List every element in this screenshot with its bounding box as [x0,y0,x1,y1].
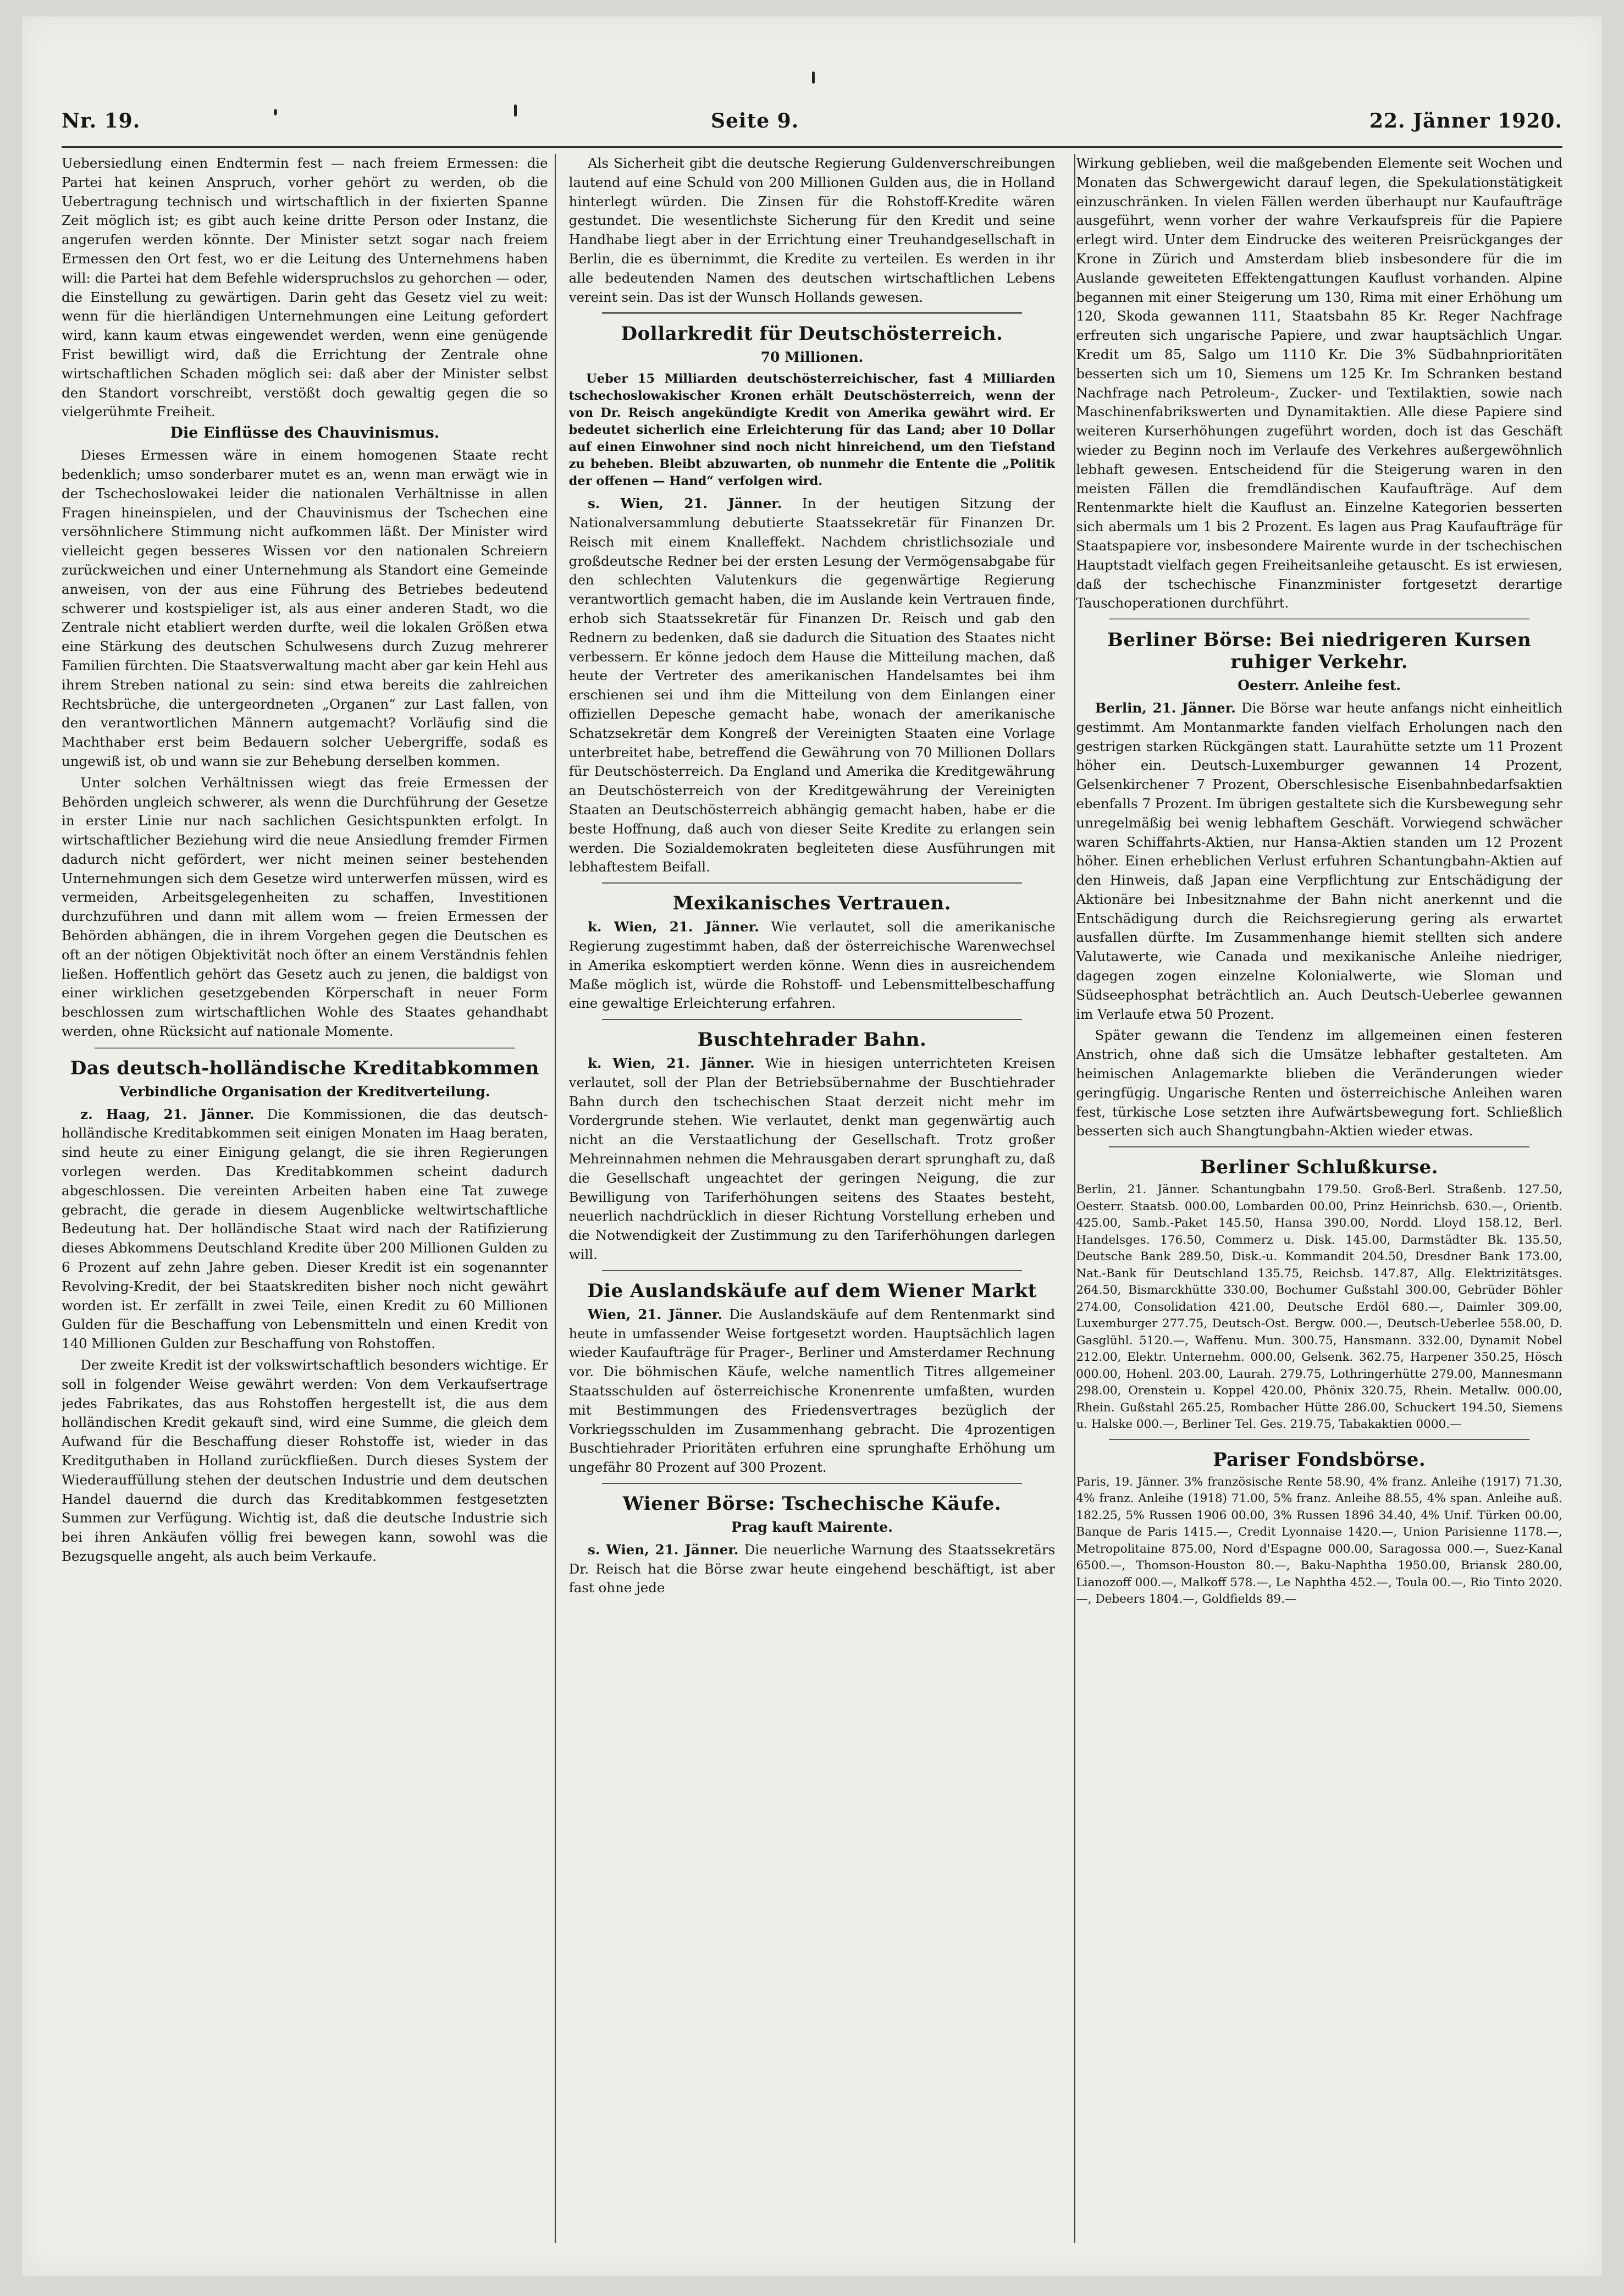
article-paragraph: Unter solchen Verhältnissen wiegt das freie Ermessen der Behörden ungleich schwerer, als wenn die Durchführung der Gesetze in erster Linie nur nach sachlichen Gesichtspunkten erfolgt. In wirtschaftlicher Beziehung wird die neue Ansiedlung fremder Firmen dadurch nicht gefördert, wer nicht meinen seiner bestehenden Unternehmungen sich dem Gesetze wird unterwerfen müssen, wird es vermeiden, Arbeitsgelegenheiten zu schaffen, Investitionen durchzuführen und dann mit allem wom — freien Ermessen der Behörden abhängen, die in ihrem Vorgehen gegen die Deutschen es oft an der nötigen Objektivität noch öfter an einem Verständnis fehlen ließen. Hoffentlich gehört das Gesetz auch zu jenen, die baldigst von einer wirklichen gesetzgebenden Körperschaft in neuer Form beschlossen zum wirtschaftlichen Wohle des Staates gehandhabt werden, ohne Rücksicht auf nationale Momente. [62,774,548,1040]
newspaper-page [22,16,1602,2276]
stock-quotes: Berlin, 21. Jänner. Schantungbahn 179.50. Groß-Berl. Straßenb. 127.50, Oesterr. Staatsb. 000.00, Lombarden 00.00, Prinz Heinrichsb. 630.—, Orientb. 425.00, Samb.-Paket 145.50, Hansa 390.00, Nordd. Lloyd 158.12, Berl. Handelsges. 176.50, Commerz u. Disk. 145.00, Darmstädter Bk. 135.50, Deutsche Bank 289.50, Disk.-u. Kommandit 204.50, Dresdner Bank 173.00, Nat.-Bank für Deutschland 135.75, Reichsb. 147.87, Allg. Elektrizitätsges. 264.50, Bismarckhütte 330.00, Bochumer Gußstahl 300.00, Gebrüder Böhler 274.00, Consolidation 421.00, Deutsche Erdöl 680.—, Daimler 309.00, Luxemburger 277.75, Deutsch-Ost. Bergw. 000.—, Deutsch-Ueberlee 558.00, D. Gasglühl. 5120.—, Waffenu. Mun. 300.75, Hansmann. 332.00, Dynamit Nobel 212.00, Elektr. Unternehm. 000.00, Gelsenk. 362.75, Harpener 350.25, Hösch 000.00, Hohenl. 203.00, Laurah. 279.75, Lothringerhütte 279.00, Mannesmann 298.00, Orenstein u. Koppel 420.00, Phönix 320.75, Rhein. Metallw. 000.00, Rhein. Gußstahl 265.25, Rombacher Hütte 286.00, Schuckert 194.50, Siemens u. Halske 000.—, Berliner Tel. Ges. 219.75, Tabakaktien 0000.— [1076,1183,1562,1432]
dateline: k. Wien, 21. Jänner. [587,919,759,935]
dateline: k. Wien, 21. Jänner. [587,1055,755,1072]
article-subheadline: Oesterr. Anleihe fest. [1238,677,1401,694]
article-headline: Berliner Börse: Bei niedrigeren Kursen ruhiger Verkehr. [1107,629,1532,674]
article-lead: Ueber 15 Milliarden deutschösterreichischer, fast 4 Milliarden tschechoslowakischer Kronen erhält Deutschösterreich, wenn der von Dr. Reisch angekündigte Kredit von Amerika gewährt wird. Er bedeutet sicherlich eine Erleichterung für das Land; aber 10 Dollar auf einen Einwohner sind noch nicht hinreichend, um den Tiefstand zu beheben. Bleibt abzuwarten, ob nunmehr die Entente die „Politik der offenen — Hand“ verfolgen wird. [568,372,1056,489]
section-heading: Die Einflüsse des Chauvinismus. [170,424,440,442]
column-3 [1076,154,1562,2254]
article-subheadline: Verbindliche Organisation der Kreditverteilung. [119,1083,490,1100]
paragraph-text: In der heutigen Sitzung der Nationalversammlung debutierte Staatssekretär für Finanzen Dr. Reisch mit einem Knalleffekt. Nachdem christlichsoziale und großdeutsche Redner bei der ersten Lesung der Vermögensabgabe für den schlechten Valutenkurs die gegenwärtige Regierung verantwortlich gemacht haben, die im Auslande kein Vertrauen finde, erhob sich Staatssekretär für Finanzen Dr. Reisch und gab den Rednern zu bedenken, daß sie dadurch die Situation des Staates nicht verbessern. Er könne jedoch dem Hause die Mitteilung machen, daß heute der Vertreter des amerikanischen Handelsamtes bei ihm erschienen sei und ihm die Mitteilung von dem Einlangen einer offiziellen Depesche gemacht habe, wonach der amerikanische Schatzsekretär dem Kongreß der Vereinigten Staaten eine Vorlage unterbreitet habe, betreffend die Gewährung von 70 Millionen Dollars für Deutschösterreich. Da England und Amerika die Kreditgewährung an Deutschösterreich von der Kreditgewährung der Vereinigten Staaten an Deutschösterreich abhängig gemacht haben, habe er die beste Hoffnung, daß auch von dieser Seite Kredite zu erlangen sein werden. Die Sozialdemokraten begleiteten diese Ausführungen mit lebhaftestem Beifall. [568,495,1056,875]
paragraph-text: Wie in hiesigen unterrichteten Kreisen verlautet, soll der Plan der Betriebsübernahme der Buschtiehrader Bahn durch den tschechischen Staat derzeit nicht mehr im Vordergrunde stehen. Wie verlautet, denkt man gegenwärtig auch nicht an die Verstaatlichung der Gesellschaft. Trotz großer Mehreinnahmen nehmen die Mehrausgaben derart sprunghaft zu, daß die Gesellschaft ungeachtet der geringen Neigung, die zur Bewilligung von Tariferhöhungen seitens des Staates besteht, neuerlich nachdrücklich in dieser Richtung Vorstellung erheben und die Notwendigkeit der Zustimmung zu den Tariferhöhungen darlegen will. [568,1055,1056,1263]
column-1 [62,154,548,2254]
paragraph-text: Die Kommissionen, die das deutsch-holländische Kreditabkommen seit einigen Monaten im Haag beraten, sind heute zu einer Einigung gelangt, die sie ihren Regierungen vorlegen werden. Das Kreditabkommen scheint dadurch abgeschlossen. Die vereinten Arbeiten haben eine Tat zuwege gebracht, die gerade in diesem Augenblicke weltwirtschaftliche Bedeutung hat. Der holländische Staat wird nach der Ratifizierung dieses Abkommens Deutschland Kredite über 200 Millionen Gulden zu 6 Prozent auf zehn Jahre geben. Dieser Kredit ist ein sogenannter Revolving-Kredit, der bei Staatskrediten bisher noch nicht gewährt worden ist. Er zerfällt in zwei Teile, einen Kredit zu 60 Millionen Gulden für die Beschaffung von Lebensmitteln und einen Kredit von 140 Millionen Gulden zur Beschaffung von Rohstoffen. [62,1106,548,1352]
header-rule [62,146,1562,148]
dateline: s. Wien, 21. Jänner. [587,1541,739,1558]
page-header [62,104,1562,137]
article-subheadline: Prag kauft Mairente. [731,1519,893,1536]
article-separator [602,1270,1023,1271]
article-paragraph [569,1305,1056,1477]
article-paragraph: Uebersiedlung einen Endtermin fest — nach freiem Ermessen: die Partei hat keinen Anspruch, vorher gehört zu werden, ob die Uebertragung technisch und wirtschaftlich in der fixierten Spanne Zeit möglich ist; es gibt auch keine dritte Person oder Instanz, die angerufen werden könnte. Der Minister setzt sogar nach freiem Ermessen den Ort fest, wo er die Leitung des Unternehmens haben will: die Partei hat dem Befehle widerspruchslos zu gehorchen — oder, die Einstellung zu gewärtigen. Darin geht das Gesetz viel zu weit: wenn für die hierländigen Unternehmungen eine Leitung gefordert wird, kann kaum etwas eingewendet werden, wenn eine genügende Frist bewilligt wird, daß die Errichtung der Zentrale ohne wirtschaftlichen Schaden möglich sei: daß aber der Minister selbst den Standort vorschreibt, verstößt doch gewaltig gegen die so vielgerühmte Freiheit. [62,155,548,420]
dateline: s. Wien, 21. Jänner. [587,495,782,512]
article-headline: Mexikanisches Vertrauen. [672,892,952,915]
article-paragraph [569,494,1056,877]
article-headline: Dollarkredit für Deutschösterreich. [621,323,1003,345]
article-paragraph: Dieses Ermessen wäre in einem homogenen Staate recht bedenklich; umso sonderbarer mutet es an, wenn man erwägt wie in der Tschechoslowakei leider die nationalen Verhältnisse in allen Fragen hineinspielen, und der Chauvinismus der Tschechen eine versöhnlichere Stimmung nicht aufkommen läßt. Der Minister wird vielleicht gegen besseres Wissen vor den nationalen Schreiern zurückweichen und einer Unternehmung als Standort eine Gemeinde anweisen, von der aus eine Führung des Betriebes bedeutend schwerer und kostspieliger ist, als aus einer anderen Stadt, wo die Zentrale nicht etabliert werden durfte, weil die lokalen Größen etwa eine Stärkung des deutschen Schulwesens durch Zuzug mehrerer Familien fürchten. Die Staatsverwaltung macht aber gar kein Hehl aus ihrem Streben national zu sein: sind etwa bereits die zahlreichen Rechtsbrüche, die untergeordneten „Organen“ zur Last fallen, von den verantwortlichen Männern autgemacht? Vorläufig sind die Machthaber erst beim Bedauern solcher Uebergriffe, sodaß es ungewiß ist, ob und wann sie zur Behebung derselben kommen. [62,447,548,769]
paragraph-text: Wie verlautet, soll die amerikanische Regierung zugestimmt haben, daß der österreichische Warenwechsel in Amerika eskomptiert werden könne. Wenn dies in ausreichendem Maße möglich ist, würde die Rohstoff- und Lebensmittelbeschaffung eine gewaltige Erleichterung erfahren. [568,919,1056,1012]
dateline: Berlin, 21. Jänner. [1095,699,1236,716]
article-headline: Wiener Börse: Tschechische Käufe. [622,1493,1002,1515]
article-headline: Pariser Fondsbörse. [1213,1448,1426,1471]
article-paragraph: Als Sicherheit gibt die deutsche Regierung Guldenverschreibungen lautend auf eine Schuld von 200 Millionen Gulden aus, die in Holland hinterlegt würden. Die Zinsen für die Rohstoff-Kredite wären gestundet. Die wesentlichste Sicherung für den Kredit und seine Handhabe liegt aber in der Errichtung einer Treuhandgesellschaft in Berlin, die es übernimmt, die Kredite zu verteilen. Es werden in ihr alle bedeutenden Namen des deutschen wirtschaftlichen Lebens vereint sein. Das ist der Wunsch Hollands gewesen. [568,155,1056,305]
paragraph-text: Die Börse war heute anfangs nicht einheitlich gestimmt. Am Montanmarkte fanden vielfach Erholungen nach den gestrigen starken Rückgängen statt. Laurahütte setzte um 11 Prozent höher ein. Deutsch-Luxemburger gewannen 14 Prozent, Gelsenkirchener 7 Prozent, Oberschlesische Eisenbahnbedarfsaktien ebenfalls 7 Prozent. Im übrigen gestaltete sich die Kursbewegung sehr unregelmäßig bei wenig lebhaftem Geschäft. Vorwiegend schwächer waren Schiffahrts-Aktien, nur Hansa-Aktien standen um 12 Prozent höher. Einen erheblichen Verlust erfuhren Schantungbahn-Aktien auf den Hinweis, daß Japan eine Verpflichtung zur Entschädigung der Aktionäre bei Inbesitznahme der Bahn nicht anerkennt und die Entschädigung durch die Reichsregierung gering als erwartet ausfallen dürfte. Im Zusammenhange hiemit stellten sich andere Valutawerte, wie Canada und mexikanische Anleihe niedriger, dagegen zogen einzelne Kolonialwerte, wie Sloman und Südseephosphat beträchtlich an. Auch Deutsch-Ueberlee gewannen im Verlaufe etwa 50 Prozent. [1076,699,1562,1022]
article-paragraph [62,1105,548,1354]
article-columns [62,154,1562,2254]
issue-number: Nr. 19. [62,109,141,133]
article-headline: Die Auslandskäufe auf dem Wiener Markt [587,1279,1037,1302]
stock-quotes: Paris, 19. Jänner. 3% französische Rente 58.90, 4% franz. Anleihe (1917) 71.30, 4% franz. Anleihe (1918) 71.00, 5% franz. Anleihe 88.55, 4% span. Anleihe auß. 182.25, 5% Russen 1906 00.00, 3% Russen 1896 34.40, 4% Unif. Türken 00.00, Banque de Paris 1415.—, Credit Lyonnaise 1420.—, Union Parisienne 1178.—, Metropolitaine 875.00, Nord d'Espagne 000.00, Saragossa 000.—, Suez-Kanal 6500.—, Thomson-Houston 80.—, Baku-Naphtha 1950.00, Briansk 280.00, Lianozoff 000.—, Malkoff 578.—, Le Naphtha 452.—, Toula 00.—, Rio Tinto 2020.—, Debeers 1804.—, Goldfields 89.— [1076,1475,1562,1607]
article-headline: Buschtehrader Bahn. [697,1029,927,1051]
article-paragraph [569,918,1056,1013]
article-separator [602,1019,1023,1020]
article-headline: Berliner Schlußkurse. [1200,1156,1439,1179]
article-separator [602,882,1023,884]
article-paragraph [569,1054,1056,1265]
paragraph-text: Die Auslandskäufe auf dem Rentenmarkt sind heute in umfassender Weise fortgesetzt worden. Hauptsächlich lagen wieder Kaufaufträge für Prager-, Berliner und Amsterdamer Rechnung vor. Die böhmischen Käufe, welche namentlich Titres allgemeiner Staatsschulden auf österreichische Kronenrente umfaßten, wurden mit Bestimmungen des Friedensvertrages bezüglich der Vorkriegsschulden im Zusammenhang gebracht. Die 4prozentigen Buschtiehrader Prioritäten erfuhren eine sprunghafte Erhöhung um ungefähr 80 Prozent auf 300 Prozent. [568,1306,1056,1476]
article-paragraph: Wirkung geblieben, weil die maßgebenden Elemente seit Wochen und Monaten das Schwergewicht darauf legen, die Spekulationstätigkeit einzuschränken. In vielen Fällen werden überhaupt nur Kaufaufträge ausgeführt, wenn vorher der wahre Verkaufspreis für die Papiere erlegt wird. Unter dem Eindrucke des weiteren Preisrückganges der Krone in Zürich und Amsterdam blieb insbesondere für die im Auslande geweiteten Effektengattungen Kauflust vorhanden. Alpine begannen mit einer Steigerung um 130, Rima mit einer Erhöhung um 120, Skoda gewannen 111, Staatsbahn 85 Kr. Reger Nachfrage erfreuten sich ungarische Papiere, und zwar hauptsächlich Ungar. Kredit um 85, Salgo um 1110 Kr. Die 3% Südbahnprioritäten besserten sich um 10, Siemens um 125 Kr. Im Schranken bestand Nachfrage nach Petroleum-, Zucker- und Textilaktien, sowie nach Maschinenfabrikswerten und Dynamitaktien. Alle diese Papiere sind weiteren Kurserhöhungen zugeführt worden, doch ist das Geschäft wieder zu Beginn noch im Verlaufe des Verkehres außergewöhnlich lebhaft gewesen. Entscheidend für die Steigerung waren in den meisten Fällen die fremdländischen Kaufaufträge. Auf dem Rentenmarkte hielt die Kauflust an. Einzelne Kategorien besserten sich abermals um 1 bis 2 Prozent. Es lagen aus Prag Kaufaufträge für Staatspapiere vor, insbesondere Mairente wurde in der tschechischen Hauptstadt vielfach gegen Freiheitsanleihe getauscht. Es ist erwiesen, daß der tschechische Finanzminister fortgesetzt derartige Tauschoperationen durchführt. [1076,155,1562,611]
dateline: Wien, 21. Jänner. [587,1306,722,1322]
article-separator [602,1483,1023,1484]
article-separator [602,312,1023,314]
ink-speck [274,109,277,115]
article-separator [95,1047,515,1048]
issue-date: 22. Jänner 1920. [1369,109,1562,133]
article-headline: Das deutsch-holländische Kreditabkommen [70,1057,539,1079]
page-number: Seite 9. [711,109,799,133]
article-paragraph: Der zweite Kredit ist der volkswirtschaftlich besonders wichtige. Er soll in folgender Weise gewährt werden: Von dem Verkaufsertrage jedes Fabrikates, das aus Rohstoffen hergestellt ist, die aus dem holländischen Kredit gekauft sind, wird eine Summe, die gleich dem Aufwand für die Beschaffung dieser Rohstoffe ist, wieder in das Kreditguthaben in Holland zurückfließen. Durch dieses System der Wiederauffüllung stehen der deutschen Industrie und dem deutschen Handel dauernd die durch das Kreditabkommen festgesetzten Summen zur Verfügung. Wichtig ist, daß die deutsche Industrie sich bei ihren Ankäufen völlig frei bewegen kann, sowohl was die Bezugsquelle angeht, als auch beim Verkaufe. [62,1357,548,1564]
dateline: z. Haag, 21. Jänner. [80,1106,255,1122]
paragraph-text: Die neuerliche Warnung des Staatssekretärs Dr. Reisch hat die Börse zwar heute eingehend beschäftigt, ist aber fast ohne jede [568,1541,1056,1596]
article-separator [1109,619,1529,620]
ink-speck [514,104,517,117]
article-separator [1109,1146,1529,1147]
article-paragraph: Später gewann die Tendenz im allgemeinen einen festeren Anstrich, ohne daß sich die Umsätze lebhafter gestalteten. Am heimischen Anlagemarkte blieben die Veränderungen wieder geringfügig. Ungarische Renten und österreichische Anleihen waren fest, türkische Lose setzten ihre Aufwärtsbewegung fort. Schließlich besserten sich auch Shangtungbahn-Aktien wieder etwas. [1076,1027,1562,1139]
article-paragraph [569,1541,1056,1598]
article-subheadline: 70 Millionen. [760,349,864,366]
article-paragraph [1076,699,1562,1024]
article-separator [1109,1439,1529,1440]
ink-speck [812,71,815,84]
column-2 [569,154,1056,2254]
